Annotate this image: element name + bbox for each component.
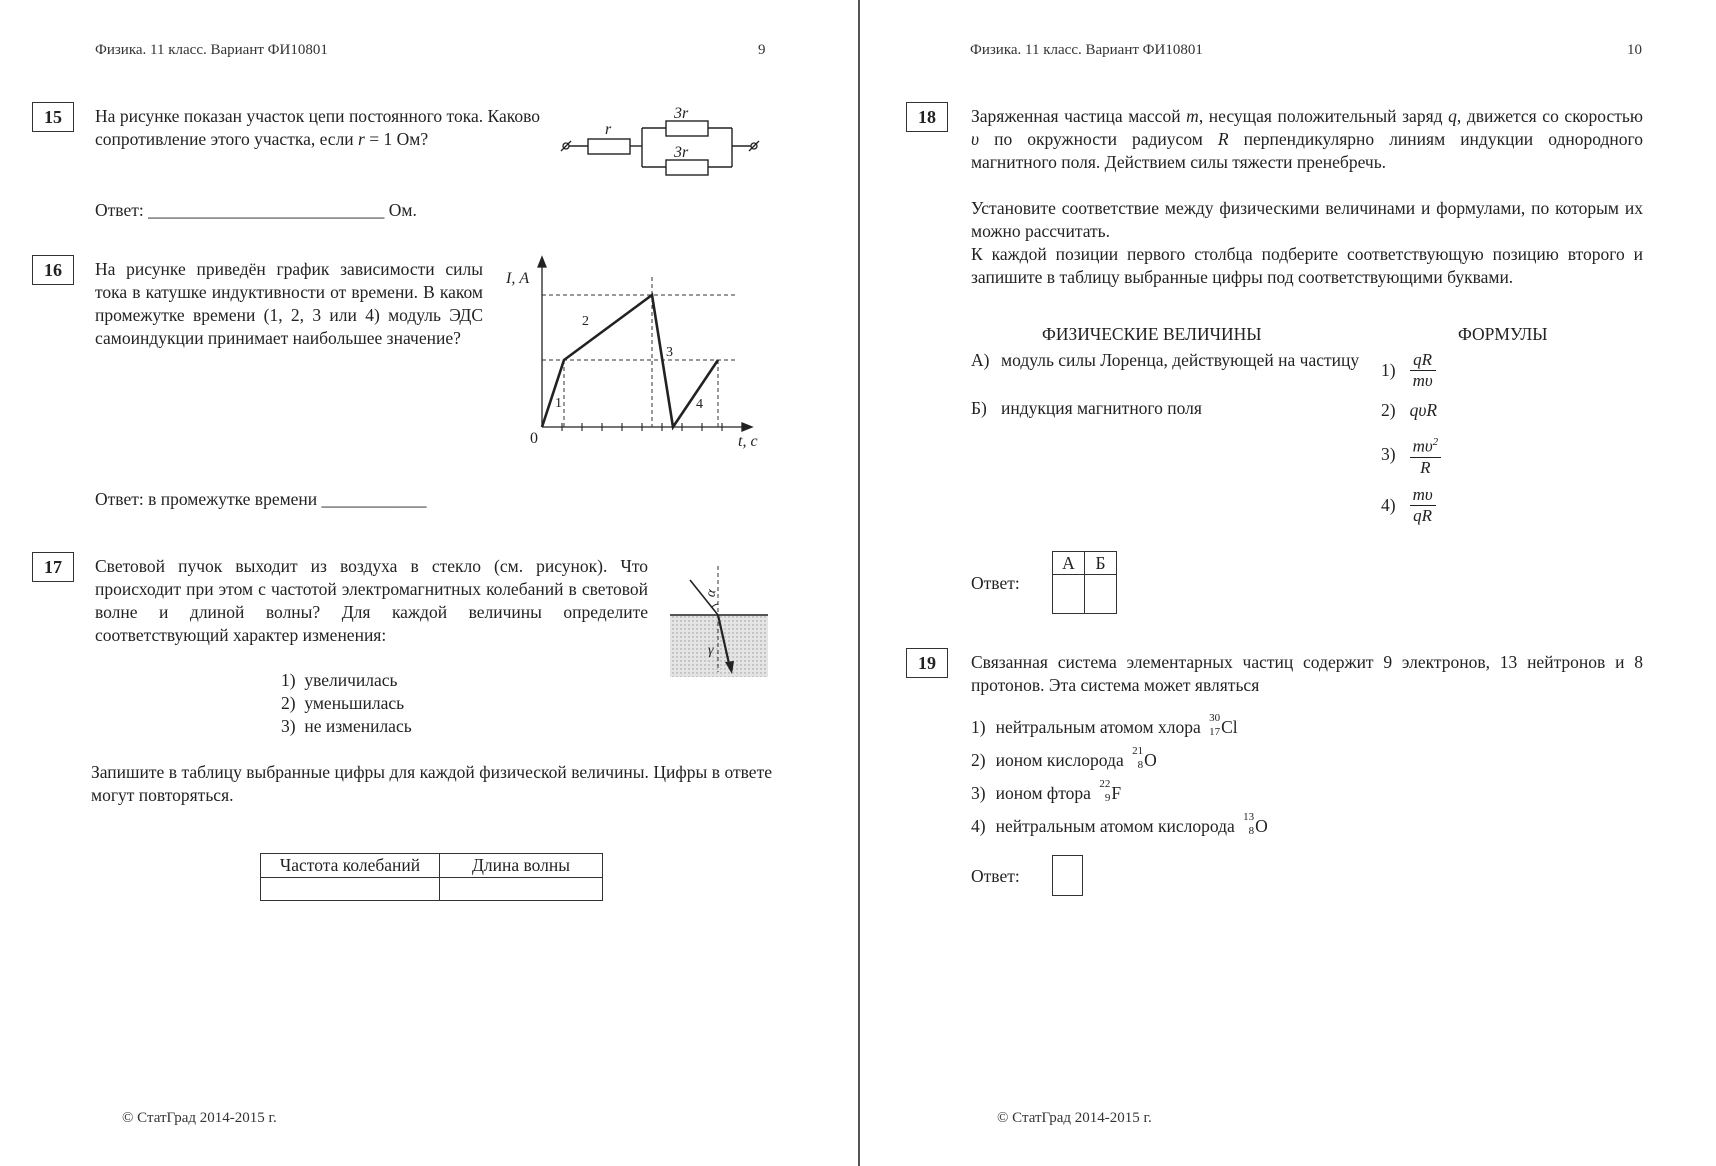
q19-option-4-mass-number: 13	[1243, 811, 1255, 823]
q19-option-3-mass-number: 22	[1099, 778, 1111, 790]
graph-y-label: I, А	[506, 270, 530, 287]
q19-option-2-mass-number: 21	[1132, 745, 1144, 757]
q19-option-2-number: 2)	[971, 750, 986, 770]
formula-4-number: 4)	[1381, 495, 1396, 515]
formula-2-number: 2)	[1381, 400, 1396, 420]
q19-option-2-atomic-number: 8	[1137, 759, 1144, 771]
question-number-19: 19	[906, 648, 948, 678]
left-footer: © СтатГрад 2014-2015 г.	[122, 1110, 277, 1126]
graph-segment-2: 2	[582, 314, 589, 329]
q17-answer-cell-frequency[interactable]	[261, 878, 440, 901]
q18-col1-header: ФИЗИЧЕСКИЕ ВЕЛИЧИНЫ	[1042, 324, 1262, 344]
q18-answer-table	[1052, 551, 1117, 614]
q15-answer-label: Ответ:	[95, 200, 149, 220]
q19-option-4-atomic-number: 8	[1248, 825, 1255, 837]
formula-4	[1381, 485, 1436, 526]
q18-text-b: , несущая положительный заряд	[1198, 106, 1449, 126]
q16-answer	[95, 488, 427, 511]
q17-instruction: Запишите в таблицу выбранные цифры для каждой физической величины. Цифры в ответе могут повторяться.	[91, 762, 772, 805]
q15-text-2: = 1 Ом?	[364, 129, 429, 149]
right-page-number: 10	[1627, 42, 1642, 58]
formula-3	[1381, 432, 1441, 478]
formula-3-exponent: 2	[1432, 436, 1439, 448]
q18-answer-cell-b[interactable]	[1085, 575, 1117, 614]
left-header: Физика. 11 класс. Вариант ФИ10801	[95, 42, 328, 58]
q19-option-3-number: 3)	[971, 783, 986, 803]
refraction-diagram	[668, 560, 770, 680]
graph-segment-3: 3	[666, 345, 673, 360]
right-footer: © СтатГрад 2014-2015 г.	[997, 1110, 1152, 1126]
question-number-16: 16	[32, 255, 74, 285]
q17-option-1: 1) увеличилась	[281, 670, 398, 690]
q18-charge: q	[1448, 106, 1457, 126]
q16-answer-blank[interactable]: ____________	[321, 489, 427, 509]
q19-option-3-atomic-number: 9	[1104, 792, 1111, 804]
graph-segment-1: 1	[555, 396, 562, 411]
q19-option-1-atomic-number: 17	[1209, 726, 1221, 738]
formula-1-number: 1)	[1381, 360, 1396, 380]
q15-text	[95, 105, 540, 151]
formula-2	[1381, 400, 1437, 421]
q19-option-1-mass-number: 30	[1209, 712, 1221, 724]
q16-answer-label: Ответ: в промежутке времени	[95, 489, 322, 509]
q19-option-3	[971, 779, 1121, 804]
graph-x-label: t, с	[738, 433, 758, 450]
q17-option-3: 3) не изменилась	[281, 716, 412, 736]
q18-paragraph-3: К каждой позиции первого столбца подберите соответствующую позицию второго и запишите в таблицу выбранные цифры под соответствующими буквами.	[971, 244, 1643, 287]
q16-text: На рисунке приведён график зависимости силы тока в катушке индуктивности от времени. В каком промежутке времени (1, 2, 3 или 4) модуль ЭДС самоиндукции принимает наибольшее значение?	[95, 259, 483, 348]
q19-option-3-element: F	[1111, 783, 1122, 803]
formula-3-numerator: mυ	[1412, 436, 1433, 456]
q19-option-2-text: ионом кислорода	[995, 750, 1129, 770]
question-number-17: 17	[32, 552, 74, 582]
q19-option-1-number: 1)	[971, 717, 986, 737]
q15-answer	[95, 199, 417, 222]
q18-text-d: по окружности радиусом	[979, 129, 1218, 149]
formula-1	[1381, 350, 1436, 391]
circuit-label-3r-top: 3r	[674, 105, 689, 122]
q17-table-header-wavelength: Длина волны	[440, 854, 603, 878]
q19-option-1-element: Cl	[1221, 717, 1238, 737]
graph-origin: 0	[530, 430, 538, 447]
question-number-15: 15	[32, 102, 74, 132]
q15-text-r: r	[358, 129, 365, 149]
q18-radius: R	[1217, 129, 1229, 149]
q18-text	[971, 105, 1643, 174]
q18-mass: m	[1186, 106, 1199, 126]
q19-answer-box[interactable]	[1052, 855, 1083, 896]
refraction-gamma: γ	[708, 643, 714, 658]
q18-quantity-a-letter: А)	[971, 350, 990, 370]
formula-3-denominator: R	[1420, 457, 1431, 477]
q17-option-2: 2) уменьшилась	[281, 693, 405, 713]
q19-option-2-element: O	[1144, 750, 1157, 770]
circuit-diagram	[560, 100, 760, 180]
q19-option-1-text: нейтральным атомом хлора	[995, 717, 1206, 737]
q19-option-4	[971, 812, 1268, 837]
q19-option-2	[971, 746, 1157, 771]
q17-answer-cell-wavelength[interactable]	[440, 878, 603, 901]
page-divider	[858, 0, 860, 1166]
q18-quantity-b-letter: Б)	[971, 398, 987, 418]
q19-option-3-text: ионом фтора	[995, 783, 1096, 803]
q18-col2-header: ФОРМУЛЫ	[1458, 324, 1548, 344]
formula-4-numerator: mυ	[1410, 485, 1436, 506]
q18-quantity-b-text: индукция магнитного поля	[1001, 398, 1202, 418]
q18-answer-header-b: Б	[1085, 552, 1117, 575]
q19-option-1	[971, 713, 1238, 738]
formula-4-denominator: qR	[1413, 506, 1433, 525]
circuit-label-3r-bottom: 3r	[674, 144, 689, 161]
q15-text-1: На рисунке показан участок цепи постоянного тока. Каково сопротивление этого участка, если	[95, 106, 540, 149]
q19-option-4-number: 4)	[971, 816, 986, 836]
q18-answer-cell-a[interactable]	[1053, 575, 1085, 614]
formula-2-expression: qυR	[1409, 400, 1438, 420]
formula-1-numerator: qR	[1410, 350, 1436, 371]
left-page-number: 9	[758, 42, 766, 58]
q19-option-4-element: O	[1255, 816, 1268, 836]
right-header: Физика. 11 класс. Вариант ФИ10801	[970, 42, 1203, 58]
circuit-label-r: r	[605, 121, 612, 138]
q18-text-c: , движется со скоростью	[1456, 106, 1643, 126]
q18-answer-header-a: А	[1053, 552, 1085, 575]
q19-option-4-text: нейтральным атомом кислорода	[995, 816, 1240, 836]
q18-answer-label: Ответ:	[971, 573, 1020, 593]
q19-text: Связанная система элементарных частиц содержит 9 электронов, 13 нейтронов и 8 протонов. Эта система может являться	[971, 652, 1643, 695]
q18-velocity: υ	[971, 129, 980, 149]
q19-answer-label: Ответ:	[971, 866, 1020, 886]
formula-3-number: 3)	[1381, 444, 1396, 465]
q15-answer-blank[interactable]: ___________________________	[148, 200, 385, 220]
q17-text: Световой пучок выходит из воздуха в стекло (см. рисунок). Что происходит при этом с частотой электромагнитных колебаний в световой волне и длиной волны? Для каждой величины определите соответствующий характер изменения:	[95, 556, 648, 645]
formula-1-denominator: mυ	[1412, 371, 1433, 390]
q15-answer-unit: Ом.	[384, 200, 417, 220]
graph-segment-4: 4	[696, 397, 703, 412]
q18-text-e: перпендикулярно линиям индукции однородного магнитного поля. Действием силы тяжести пренебречь.	[971, 129, 1643, 172]
current-time-graph	[500, 255, 765, 455]
q18-paragraph-2: Установите соответствие между физическими величинами и формулами, по которым их можно рассчитать.	[971, 198, 1643, 241]
q17-table-header-frequency: Частота колебаний	[261, 854, 440, 878]
question-number-18: 18	[906, 102, 948, 132]
refraction-alpha: α	[703, 588, 720, 599]
q18-text-a: Заряженная частица массой	[971, 106, 1187, 126]
q18-quantity-a-text: модуль силы Лоренца, действующей на частицу	[1001, 350, 1360, 370]
q17-answer-table	[260, 853, 603, 901]
